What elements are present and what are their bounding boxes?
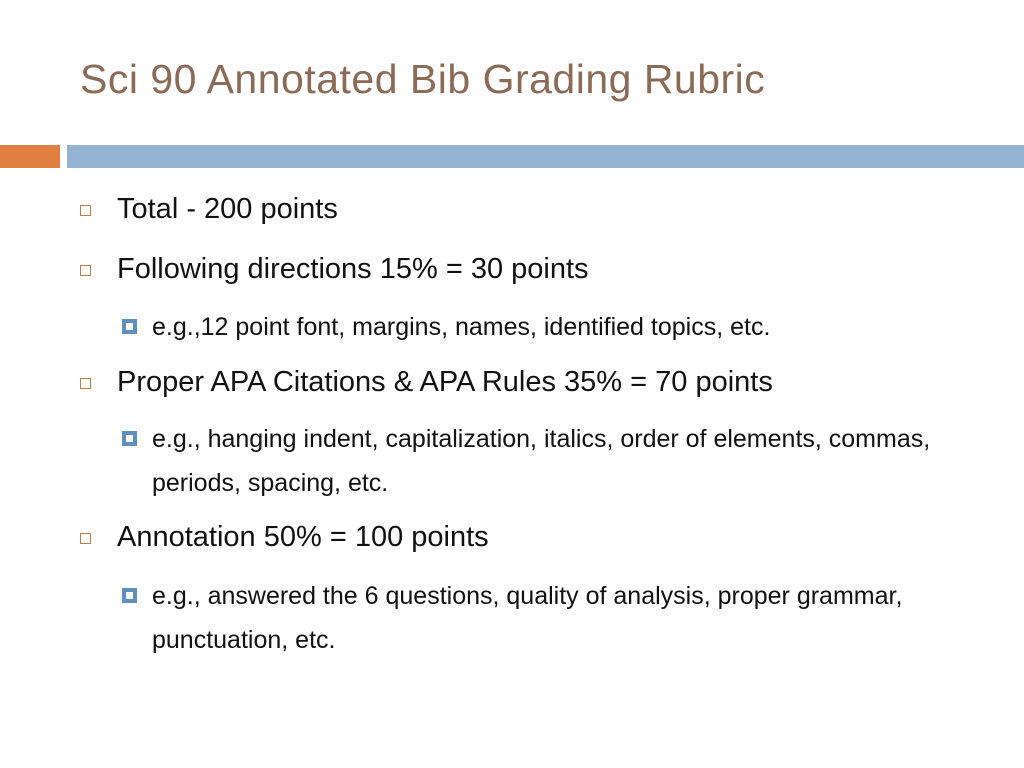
filled-square-bullet-icon: [122, 319, 137, 334]
hollow-square-bullet-icon: [80, 205, 91, 216]
sub-bullet-text: e.g., answered the 6 questions, quality of analysis, proper grammar, punctuation, etc.: [152, 582, 903, 654]
hollow-square-bullet-icon: [80, 378, 91, 389]
sub-bullet-annotation: [122, 574, 992, 662]
sub-bullet-apa-citations: [122, 417, 992, 505]
sub-bullet-following-directions: [122, 305, 992, 349]
bullet-text: Following directions 15% = 30 points: [117, 253, 589, 285]
hollow-square-bullet-icon: [80, 265, 91, 276]
sub-bullet-text: e.g.,12 point font, margins, names, identified topics, etc.: [152, 313, 771, 341]
bullet-text: Annotation 50% = 100 points: [117, 521, 489, 553]
filled-square-bullet-icon: [122, 431, 137, 446]
bullet-text: Proper APA Citations & APA Rules 35% = 70 points: [117, 366, 773, 398]
bullet-text: Total - 200 points: [117, 193, 338, 225]
filled-square-bullet-icon: [122, 588, 137, 603]
sub-bullet-text: e.g., hanging indent, capitalization, italics, order of elements, commas, periods, spacing, etc.: [152, 425, 931, 497]
slide-title: Sci 90 Annotated Bib Grading Rubric: [80, 56, 766, 102]
hollow-square-bullet-icon: [80, 533, 91, 544]
